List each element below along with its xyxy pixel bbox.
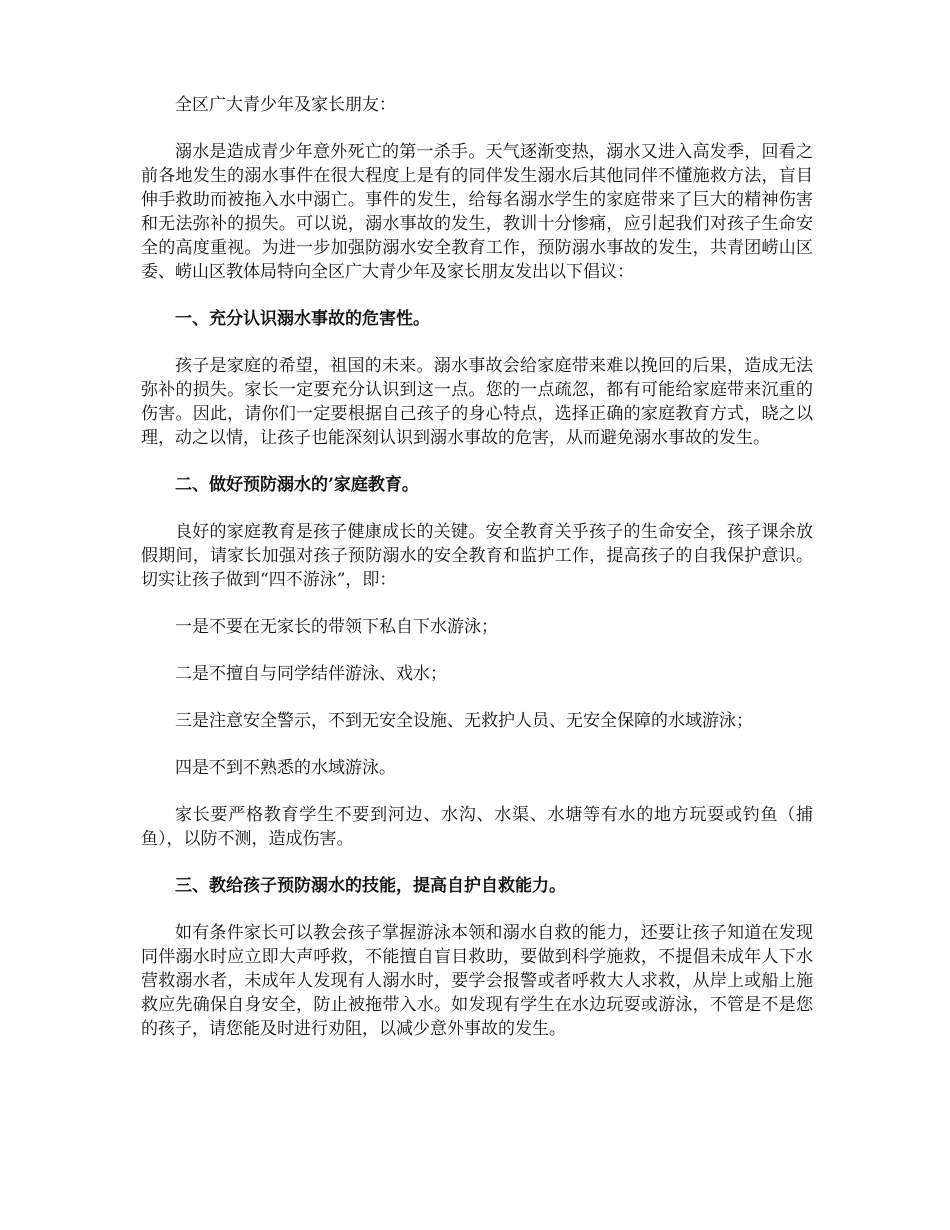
section-closing-2: 家长要严格教育学生不要到河边、水沟、水渠、水塘等有水的地方玩耍或钓鱼（捕鱼），以防不测，造成伤害。 xyxy=(141,805,813,849)
section-heading-1: 一、充分认识溺水事故的危害性。 xyxy=(175,309,430,329)
section-body-1: 孩子是家庭的希望，祖国的未来。溺水事故会给家庭带来难以挽回的后果，造成无法弥补的损失。家长一定要充分认识到这一点。您的一点疏忽，都有可能给家庭带来沉重的伤害。因此，请你们一定要根据自己孩子的身心特点，选择正确的家庭教育方式，晓之以理，动之以情，让孩子也能深刻认识到溺水事故的危害，从而避免溺水事故的发生。 xyxy=(141,356,813,448)
section-heading-2: 二、做好预防溺水的’家庭教育。 xyxy=(175,475,419,495)
list-item: 三是注意安全警示，不到无安全设施、无救护人员、无安全保障的水域游泳； xyxy=(175,711,753,731)
intro-paragraph: 溺水是造成青少年意外死亡的第一杀手。天气逐渐变热，溺水又进入高发季，回看之前各地发生的溺水事件在很大程度上是有的同伴发生溺水后其他同伴不懂施救方法，盲目伸手救助而被拖入水中溺亡。事件的发生，给每名溺水学生的家庭带来了巨大的精神伤害和无法弥补的损失。可以说，溺水事故的发生，教训十分惨痛，应引起我们对孩子生命安全的高度重视。为进一步加强防溺水安全教育工作，预防溺水事故的发生，共青团崂山区委、崂山区教体局特向全区广大青少年及家长朋友发出以下倡议： xyxy=(141,142,813,282)
list-item: 四是不到不熟悉的水域游泳。 xyxy=(175,758,396,778)
list-item: 二是不擅自与同学结伴游泳、戏水； xyxy=(175,664,447,684)
section-body-2: 良好的家庭教育是孩子健康成长的关键。安全教育关乎孩子的生命安全，孩子课余放假期间，请家长加强对孩子预防溺水的安全教育和监护工作，提高孩子的自我保护意识。切实让孩子做到“四不游泳”，即： xyxy=(141,522,813,590)
section-heading-3: 三、教给孩子预防溺水的技能，提高自护自救能力。 xyxy=(175,876,566,896)
section-body-3: 如有条件家长可以教会孩子掌握游泳本领和溺水自救的能力，还要让孩子知道在发现同伴溺水时应立即大声呼救，不能擅自盲目救助，要做到科学施救，不提倡未成年人下水营救溺水者，未成年人发现有人溺水时，要学会报警或者呼救大人求救，从岸上或船上施救应先确保自身安全，防止被拖带入水。如发现有学生在水边玩耍或游泳，不管是不是您的孩子，请您能及时进行劝阻，以减少意外事故的发生。 xyxy=(141,923,813,1039)
document-page xyxy=(141,93,813,1064)
salutation: 全区广大青少年及家长朋友： xyxy=(175,95,396,115)
list-item: 一是不要在无家长的带领下私自下水游泳； xyxy=(175,617,498,637)
